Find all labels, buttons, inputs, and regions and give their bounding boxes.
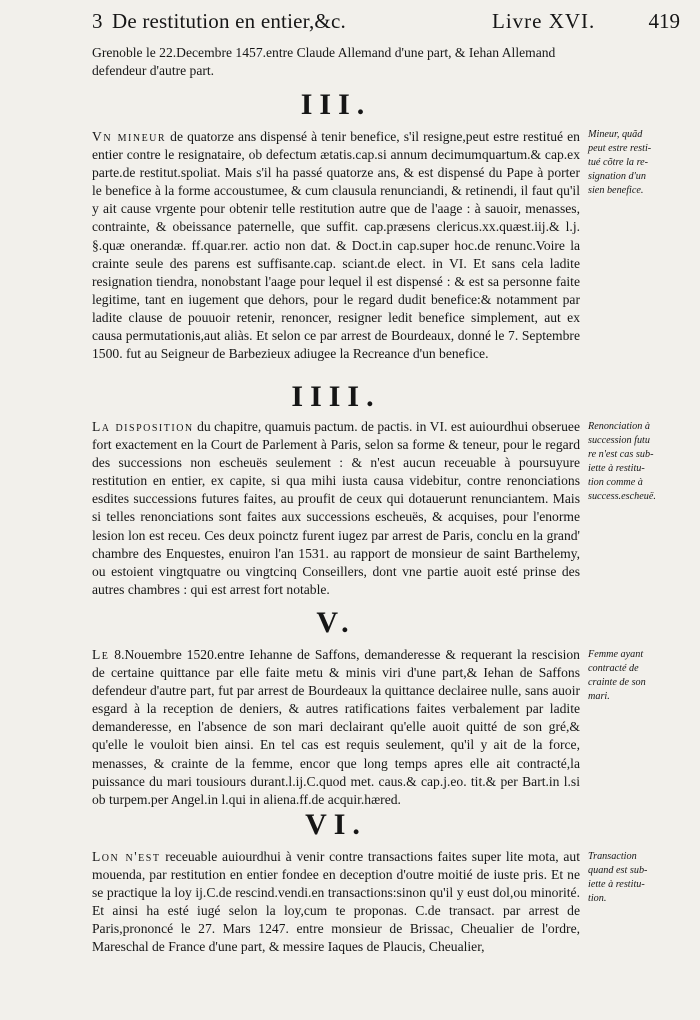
margin-note-6 [588,850,694,906]
running-title: De restitution en entier,&c. [112,9,346,33]
margin-note-4 [588,420,694,504]
signature-mark: 3 [92,9,103,33]
section-lead-6: Lon n'est [92,849,161,864]
section-heading-5: V. [316,606,356,639]
section-body-4 [92,418,580,599]
margin-line: Mineur, quãd [588,129,643,140]
section-lead-5: Le [92,647,110,662]
margin-line: quand est sub- [588,865,648,876]
section-text-3: de quatorze ans dispensé à tenir benefice, s'il resigne,peut estre restitué en entier contre le resignataire, ob defectum ætatis.cap.si annum decimumquartum.& cap.ex parte.de restitut.spoliat. Mais s'il ha passé quatorze ans, & est dispensé du Pape à porter le benefice à la forme accoustumee, & cum clausula renunciandi, & retinendi, il faut qu'il y ait cause vrgente pour obtenir telle restitution autre que de l'aage : à sauoir, menasses, contrainte, & obeissance paternelle, que suffit. cap.præsens clericus.xx.quæst.iij.& l.j. §.quæ onerandæ. ff.quar.rer. actio non dat. & Doct.in cap.super hoc.de renunc.Voire la crainte seule des parens est suffisante.cap. sciant.de elect. in VI. Et sans cela ladite resignation tiendra, nonobstant l'aage pour lequel il est dispensé : & est sa personne faite legitime, tant en iugement que dehors, pour le regard dudit benefice:& notamment par ladite clause de pouuoir retenir, renoncer, resigner ledit benefice simplement, aut ex causa permutationis,aut aliàs. Et selon ce par arrest de Bourdeaux, donné le 7. Septembre 1500. fut au Seigneur de Barbezieux adiugee la Recreance d'un benefice. [92,129,580,362]
margin-line: sien benefice. [588,185,644,196]
margin-line: crainte de son [588,677,646,688]
section-body-3 [92,128,580,363]
intro-text: Grenoble le 22.Decembre 1457.entre Claude Allemand d'une part, & Iehan Allemand defendeur d'autre part. [92,45,556,79]
margin-line: Renonciation à [588,421,650,432]
margin-line: peut estre resti- [588,143,652,154]
section-body-6 [92,848,580,957]
margin-line: Transaction [588,851,637,862]
section-text-6: receuable auiourdhui à venir contre transactions faites super lite mota, aut mouenda, par restitution en entier fondee en deception d'outre moitié de iuste pris. Et ne se practique la loy ij.C.de rescind.vendi.en transactions:sinon qu'il y eust dol,ou minorité. Et ainsi ha esté iugé selon la loy,cum te proponas. C.de transact. par arrest de Paris,prononcé le 27. Mars 1247. entre monsieur de Brissac, Cheualier de l'ordre, Mareschal de France d'une part, & messire Iaques de Plaucis, Cheualier, [92,849,580,955]
page-number: 419 [648,9,680,33]
margin-line: tué cõtre la re- [588,157,649,168]
book-label: Livre XVI. [492,9,596,33]
section-heading-6: VI. [305,808,367,841]
margin-line: tion comme à [588,477,643,488]
section-lead-4: La disposition [92,419,194,434]
section-text-4: du chapitre, quamuis pactum. de pactis. in VI. est auiourdhui obseruee fort exactement en la Court de Parlement à Paris, selon sa forme & teneur, pour le regard des successions non escheuës seulement : & n'est aucun receuable à poursuyure restitution en entier, ex capite, si qua mihi iusta causa videbitur, contre renonciations esdites successions futures faites, au proufit de ceux qui dotauerunt renunciantem. Mais si telles renonciations sont faites aux successions escheuës, & acquises, pour l'enorme lesion lon est receu. Ces deux poinctz furent iugez par arrest de Paris, conclu en la grand' chambre des Enquestes, enuiron l'an 1531. au rapport de monsieur de saint Barthelemy, ou estoient vingtquatre ou vingtcinq Conseillers, dont vne partie auoit esté prinse des autres chambres : qui est arrest fort notable. [92,419,580,597]
section-lead-3: Vn mineur [92,129,167,144]
margin-line: signation d'un [588,171,646,182]
margin-line: iette à restitu- [588,879,645,890]
margin-line: succession futu [588,435,650,446]
intro-paragraph [92,44,580,80]
margin-line: mari. [588,691,610,702]
margin-line: success.escheuë. [588,491,656,502]
section-text-5: 8.Nouembre 1520.entre Iehanne de Saffons, demanderesse & requerant la rescision de certaine quittance par elle faite metu & minis viri d'une part,& Iehan de Saffons defendeur d'autre part, fut par arrest de Bourdeaux la quittance declairee nulle, sans auoir esgard à la reception de deniers, & autres ratifications faites verbalement par ladite demanderesse, en l'absence de son mari declairant qu'elle auoit quitté de son gré,& qu'elle le vouloit bien ainsi. En tel cas est requis seulement, qu'il y ait de la force, menasses, & crainte de la femme, encor que long temps apres elle ait contracté,la puissance du mari tousiours durant.l.ij.C.quod met. caus.& cap.j.eo. tit.& per Bart.in l.si ob turpem.per Angel.in l.qui in aliena.ff.de acquir.hæred. [92,647,580,807]
margin-line: contracté de [588,663,639,674]
margin-note-5 [588,648,694,704]
margin-line: Femme ayant [588,649,644,660]
margin-line: iette à restitu- [588,463,645,474]
section-body-5 [92,646,580,809]
section-heading-4: IIII. [291,380,381,413]
margin-note-3 [588,128,694,198]
margin-line: tion. [588,893,607,904]
section-heading-3: III. [300,88,372,121]
margin-line: re n'est cas sub- [588,449,654,460]
